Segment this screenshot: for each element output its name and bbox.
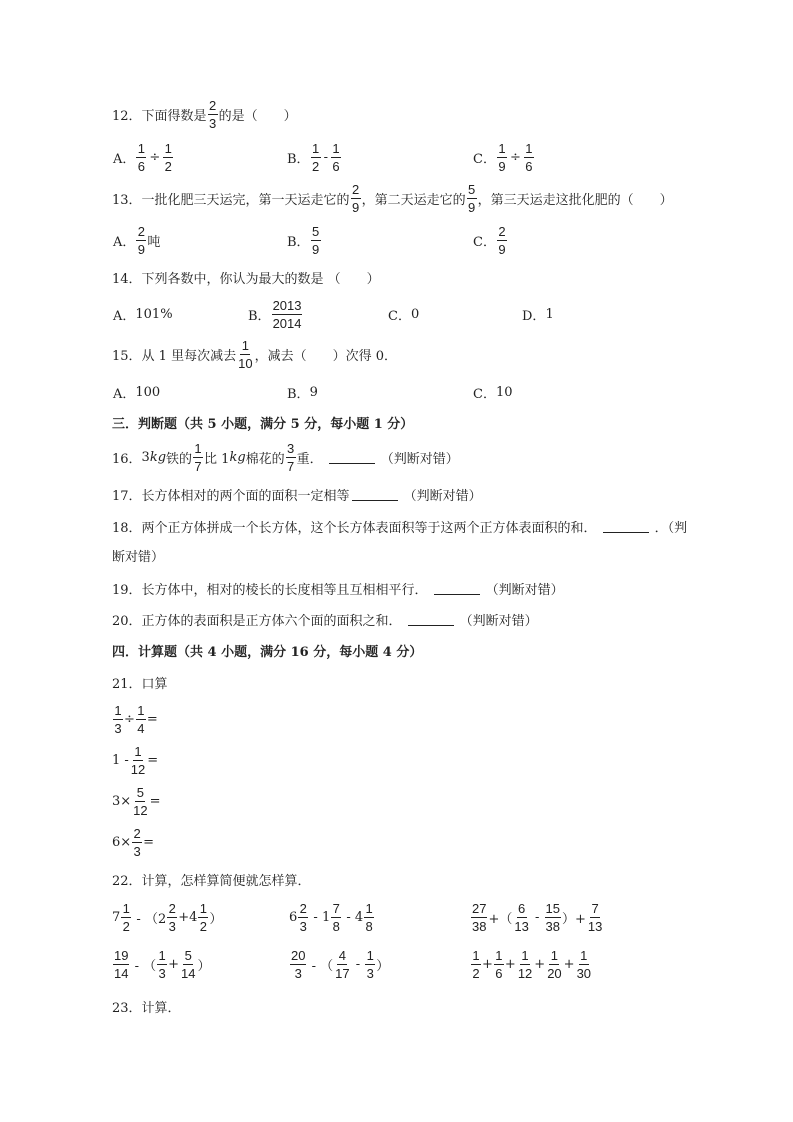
question-14-options — [0, 294, 793, 334]
option-b: B． 9 — [287, 384, 318, 402]
answer-blank[interactable] — [603, 519, 649, 533]
question-23: 23． 计算． — [112, 1000, 181, 1016]
question-17: 17． 长方体相对的两个面的面积一定相等 （判断对错） — [112, 488, 482, 504]
option-c: C． 10 — [473, 384, 513, 402]
answer-blank[interactable] — [434, 581, 480, 595]
question-19: 19． 长方体中，相对的棱长的长度相等且互相相平行． （判断对错） — [112, 582, 564, 598]
option-c: C． 0 — [388, 306, 420, 324]
option-c: C． 2 9 — [473, 223, 506, 257]
option-a: A． 100 — [113, 384, 161, 402]
calc-expr-3: 27 38 +（ 6 13 - 15 38 ）+ $\frac{7}{13}$ — [472, 900, 603, 934]
question-16: 16． 3 kg 铁的 1 7 比 1 kg 棉花的 3 7 重． （判断对错） — [112, 440, 459, 474]
option-a: A． 2 9 吨 — [113, 223, 161, 257]
calc-expr-5: 20 3 - （ 4 17 - 1 3 ） — [291, 947, 390, 981]
question-number: 12． — [112, 108, 142, 124]
oral-calc-4: 6× $\frac{2}{3}$ = — [112, 825, 155, 859]
option-a: A． 101% — [113, 306, 173, 324]
answer-blank[interactable] — [352, 487, 398, 501]
calc-expr-4: 19 14 - （ 1 3 + $\frac{5}{14}$ ） — [114, 947, 211, 981]
oral-calc-3: 3× $\frac{5}{12}$ = — [112, 784, 161, 818]
option-c: C． $\frac{1}{9}$ ÷ $\frac{1}{6}$ — [473, 140, 533, 174]
question-21: 21． 口算 — [112, 676, 168, 692]
oral-calc-1: $\frac{1}{3}$ ÷ $\frac{1}{4}$ = — [114, 702, 158, 736]
question-14: 14． 下列各数中，你认为最大的数是 （ ） — [112, 271, 380, 287]
calc-row-2 — [0, 944, 793, 984]
calc-expr-6: 1 2 + $\frac{1}{6}$ + $\frac{1}{12}$ + $\frac{1}{20}$ + $\frac{1}{30}$ — [472, 947, 592, 981]
question-15: 15． 从 1 里每次减去 1 10 ，减去（ ）次得 0． — [112, 337, 397, 371]
option-d: D． 1 — [522, 306, 554, 324]
question-12-options — [0, 137, 793, 177]
oral-calc-2: 1 - $\frac{1}{12}$ = — [112, 743, 159, 777]
question-20: 20． 正方体的表面积是正方体六个面的面积之和． （判断对错） — [112, 613, 538, 629]
question-22: 22． 计算，怎样算简便就怎样算． — [112, 873, 311, 889]
option-b: B． 2013 2014 — [248, 297, 302, 331]
answer-blank[interactable] — [329, 450, 375, 464]
section-heading: 四．计算题（共 4 小题，满分 16 分，每小题 4 分） — [112, 644, 423, 660]
option-a: A． $\frac{1}{6}$ ÷ $\frac{1}{2}$ — [113, 140, 172, 174]
calc-expr-2: 6 2 3 - 1 7 8 - 4 1 8 — [289, 900, 373, 934]
question-18-continuation: 断对错） — [112, 549, 165, 565]
calc-row-1 — [0, 897, 793, 937]
fraction: 2 3 — [208, 97, 217, 131]
option-b: B． 5 9 — [287, 223, 320, 257]
question-13-options — [0, 220, 793, 260]
section-heading: 三．判断题（共 5 小题，满分 5 分，每小题 1 分） — [112, 416, 414, 432]
question-text: 的是（ ） — [218, 108, 297, 124]
option-b: B． 1 2 - 1 6 — [287, 140, 340, 174]
question-13: 13． 一批化肥三天运完，第一天运走它的 2 9 ，第二天运走它的 5 9 ，第三天运走这批化肥的（ ） — [112, 181, 673, 215]
question-text: 下面得数是 — [141, 108, 207, 124]
calc-expr-1: 7 1 2 - （2 2 3 +4 1 2 ） — [112, 900, 223, 934]
answer-blank[interactable] — [408, 612, 454, 626]
question-18: 18． 两个正方体拼成一个长方体，这个长方体表面积等于这两个正方体表面积的和． ．（判 — [112, 520, 688, 536]
question-12 — [0, 94, 793, 134]
